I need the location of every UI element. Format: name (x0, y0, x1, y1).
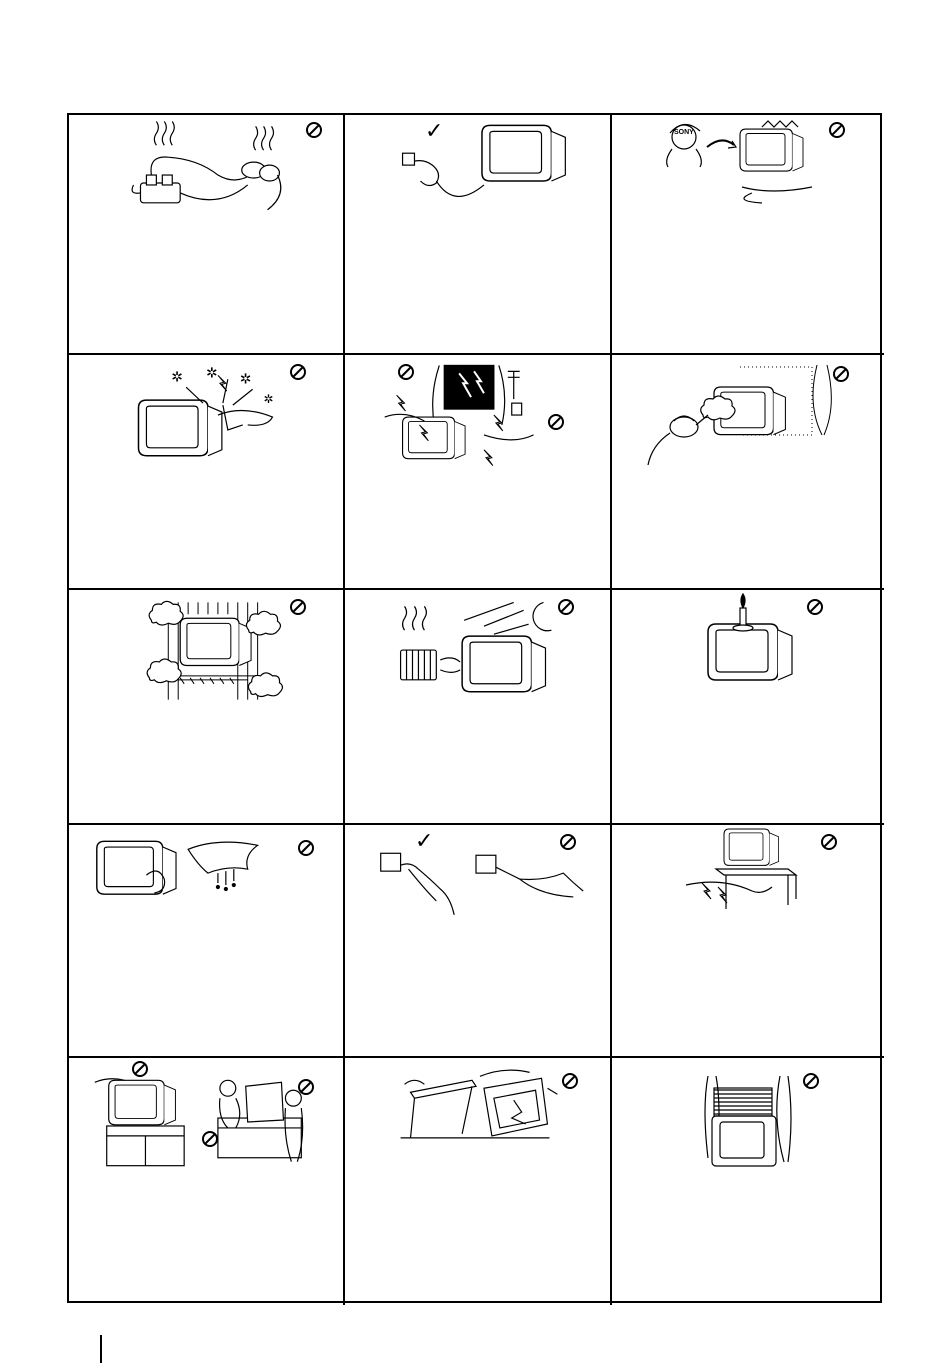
cell-lightning-storm-antenna (345, 355, 612, 590)
cell-enclosed-installation (69, 590, 345, 825)
prohibited-icon (397, 363, 415, 381)
sony-cap-badge: SONY (674, 129, 694, 136)
prohibited-icon (820, 833, 838, 851)
cord-under-stand-illustration (612, 825, 884, 955)
prohibited-icon (828, 121, 846, 139)
svg-text:✲: ✲ (263, 392, 274, 407)
prohibited-icon (802, 1072, 820, 1090)
prohibited-icon (289, 363, 307, 381)
check-mark: ✓ (415, 829, 434, 854)
safety-illustration-grid (67, 113, 882, 1303)
svg-text:✲: ✲ (206, 365, 218, 382)
svg-text:✲: ✲ (171, 369, 183, 386)
prohibited-icon (305, 121, 323, 139)
cell-tv-falling-from-stand (345, 1058, 612, 1305)
power-strip-heat-illustration (69, 115, 343, 245)
prohibited-icon (561, 1072, 579, 1090)
prohibited-icon (201, 1130, 219, 1148)
page-edge-marker (100, 1335, 102, 1363)
cell-cord-under-stand (612, 825, 884, 1058)
prohibited-icon (297, 1078, 315, 1096)
prohibited-icon (289, 598, 307, 616)
prohibited-icon (297, 839, 315, 857)
prohibited-icon (131, 1060, 149, 1078)
unplug-tv-illustration (345, 115, 610, 245)
prohibited-icon (557, 598, 575, 616)
cell-steam-and-humidity (612, 355, 884, 590)
cell-candle-on-top (612, 590, 884, 825)
cell-objects-stacked-on-top (612, 1058, 884, 1305)
cell-overheated-power-strip (69, 115, 345, 355)
cell-objects-inserted-into-vents (69, 355, 345, 590)
cell-call-service-technician (612, 115, 884, 355)
candle-on-tv-illustration (612, 590, 884, 720)
cell-unplug-tv-from-outlet (345, 115, 612, 355)
check-mark: ✓ (425, 119, 444, 144)
objects-stacked-illustration (612, 1058, 884, 1188)
prohibited-icon (832, 365, 850, 383)
cell-heater-and-sunlight (345, 590, 612, 825)
svg-text:✲: ✲ (239, 371, 252, 388)
cell-pulling-plug-by-cord (345, 825, 612, 1058)
cell-wet-cloth-cleaning (69, 825, 345, 1058)
prohibited-icon (547, 413, 565, 431)
cell-children-climbing-tv (69, 1058, 345, 1305)
prohibited-icon (806, 598, 824, 616)
prohibited-icon (559, 833, 577, 851)
lightning-antenna-illustration (345, 355, 610, 485)
